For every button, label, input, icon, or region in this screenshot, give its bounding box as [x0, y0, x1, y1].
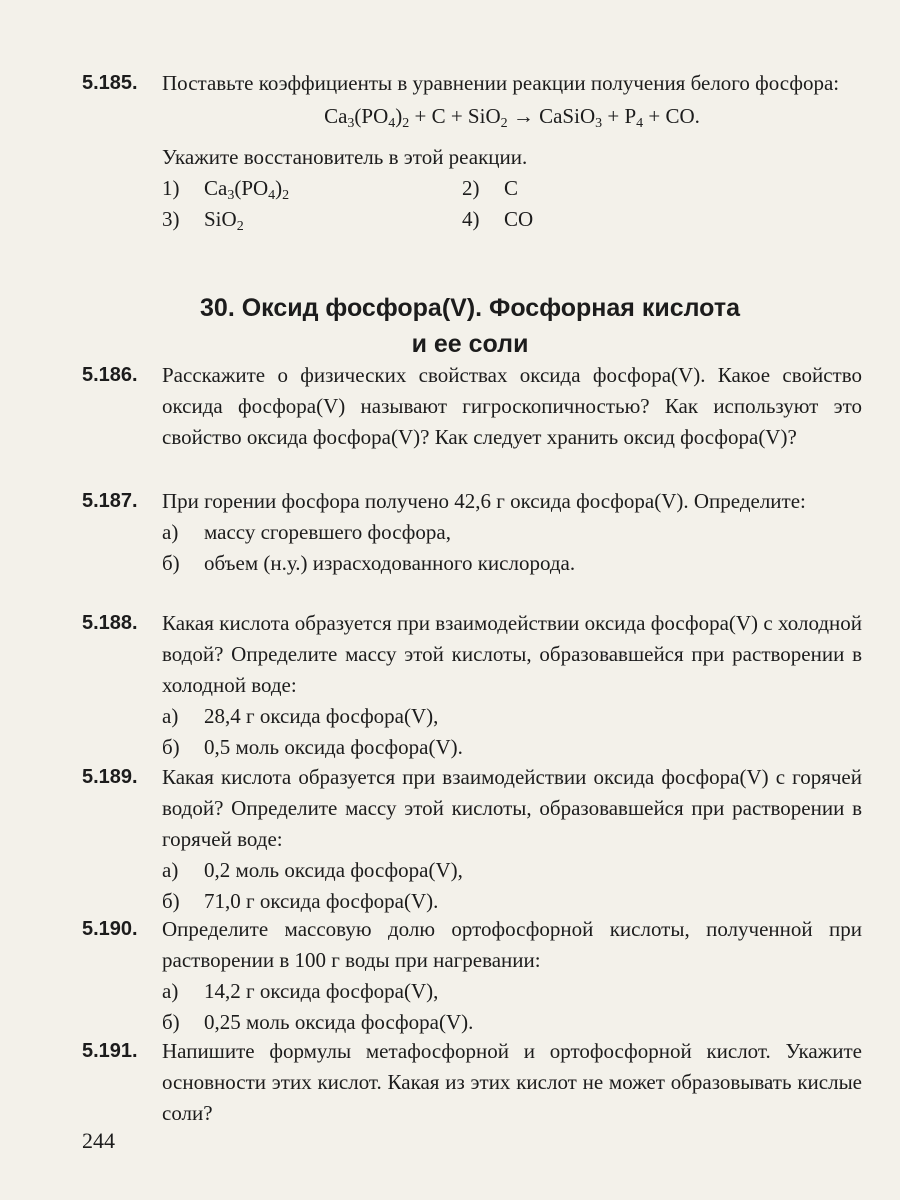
answer-option: 3) SiO$_2$	[162, 207, 244, 234]
problem-5-189	[82, 762, 862, 917]
answer-option: 4) CO	[462, 207, 534, 231]
answer-option: 1) $Ca_3(PO_4)_2$	[162, 176, 290, 203]
problem-number: 5.189.	[82, 766, 138, 788]
problem-number: 5.187.	[82, 490, 138, 512]
problem-number: 5.191.	[82, 1040, 138, 1062]
problem-5-191	[82, 1036, 862, 1129]
problem-text: Какая кислота образуется при взаимодействии оксида фосфора(V) с горячей водой? Определите массу этой кислоты, образовавшейся при растворении в горячей воде:	[162, 765, 862, 851]
problem-5-188	[82, 608, 862, 763]
sub-item: б) объем (н.у.) израсходованного кислорода.	[162, 551, 576, 575]
sub-item: а) 28,4 г оксида фосфора(V),	[162, 704, 439, 728]
problem-text: Напишите формулы метафосфорной и ортофосфорной кислот. Укажите основности этих кислот. Какая из этих кислот не может образовывать кислые соли?	[162, 1039, 862, 1125]
problem-number: 5.186.	[82, 364, 138, 386]
problem-number: 5.188.	[82, 612, 138, 634]
sub-item: б) 71,0 г оксида фосфора(V).	[162, 889, 439, 913]
sub-item: а) 0,2 моль оксида фосфора(V),	[162, 858, 463, 882]
answer-options	[162, 173, 862, 235]
problem-text: Какая кислота образуется при взаимодействии оксида фосфора(V) с холодной водой? Определите массу этой кислоты, образовавшейся при растворении в холодной воде:	[162, 611, 862, 697]
problem-text: Поставьте коэффициенты в уравнении реакции получения белого фосфора:	[162, 71, 840, 95]
problem-5-185	[82, 68, 862, 235]
page-number: 244	[82, 1128, 115, 1153]
problem-question: Укажите восстановитель в этой реакции.	[162, 145, 528, 169]
problem-5-186	[82, 360, 862, 453]
problem-number: 5.185.	[82, 72, 138, 94]
problem-5-187	[82, 486, 862, 579]
problem-5-190	[82, 914, 862, 1038]
sub-item: б) 0,25 моль оксида фосфора(V).	[162, 1010, 474, 1034]
sub-item: а) 14,2 г оксида фосфора(V),	[162, 979, 439, 1003]
sub-item: а) массу сгоревшего фосфора,	[162, 520, 451, 544]
problem-text: При горении фосфора получено 42,6 г оксида фосфора(V). Определите:	[162, 489, 806, 513]
sub-item: б) 0,5 моль оксида фосфора(V).	[162, 735, 463, 759]
problem-text: Определите массовую долю ортофосфорной кислоты, полученной при растворении в 100 г воды при нагревании:	[162, 917, 862, 972]
reaction-equation: $Ca_3(PO_4)_2 + C + SiO_2$ → CaSiO$_3$ + $P_4$ + CO.	[324, 104, 700, 131]
problem-number: 5.190.	[82, 918, 138, 940]
problem-text: Расскажите о физических свойствах оксида фосфора(V). Какое свойство оксида фосфора(V) называют гигроскопичностью? Как используют это свойство оксида фосфора(V)? Как следует хранить оксид фосфора(V)?	[162, 363, 862, 449]
section-heading: 30. Оксид фосфора(V). Фосфорная кислота и ее соли	[200, 294, 740, 358]
answer-option: 2) C	[462, 176, 519, 200]
